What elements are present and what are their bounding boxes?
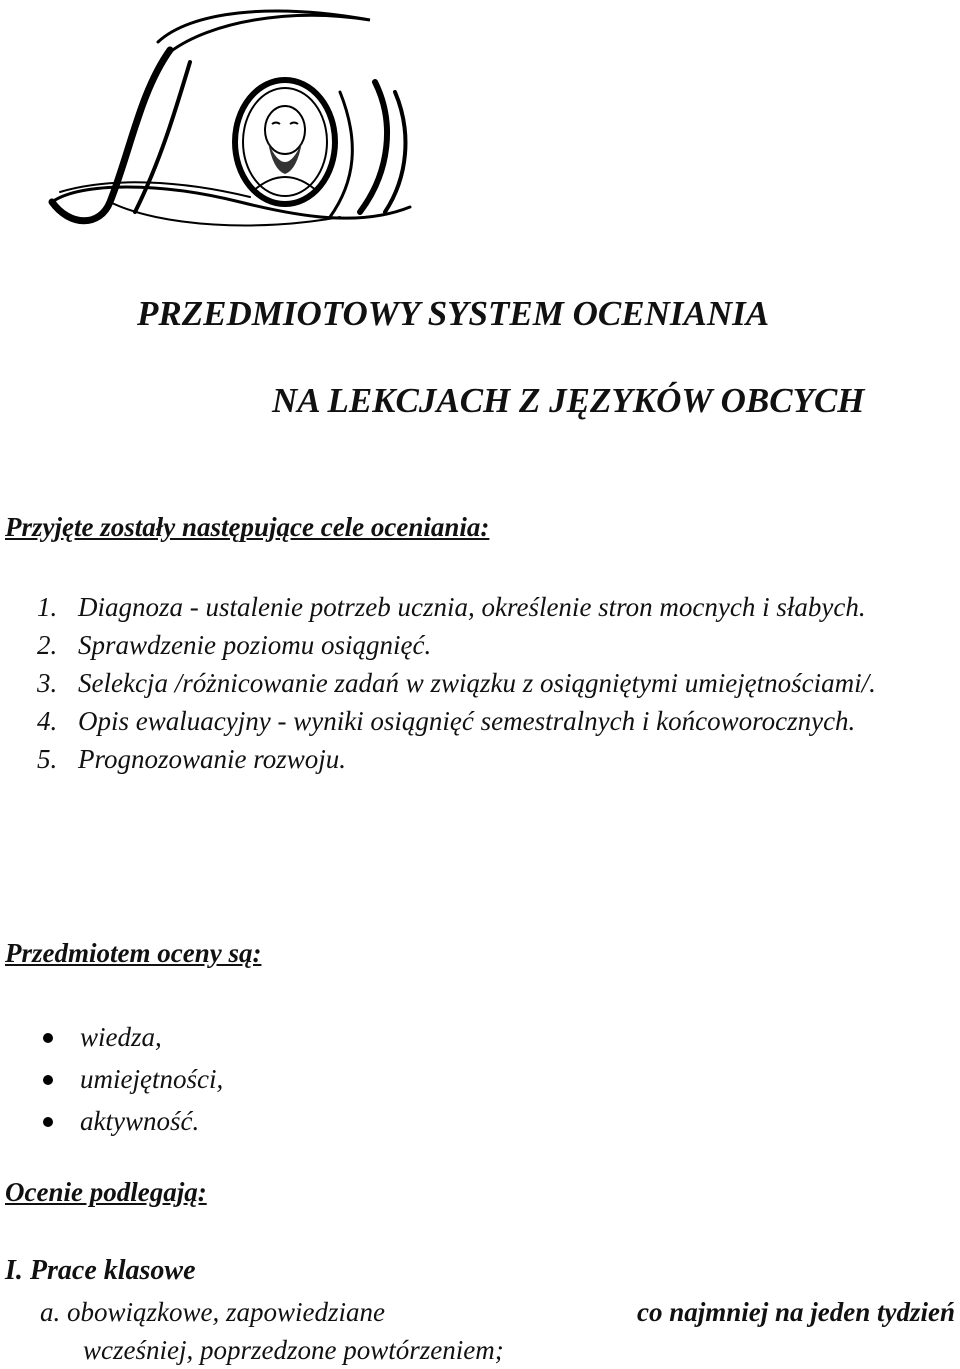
document-title-line2: NA LEKCJACH Z JĘZYKÓW OBCYCH — [272, 381, 865, 420]
list-item — [40, 1016, 223, 1058]
bullet-icon — [43, 1117, 53, 1127]
bullet-icon — [43, 1075, 53, 1085]
list-item — [40, 1058, 223, 1100]
list-item-text: Opis ewaluacyjny - wyniki osiągnięć semestralnych i końcoworocznych. — [78, 706, 856, 736]
graded-heading: Ocenie podlegają: — [5, 1177, 207, 1207]
list-item-text: Selekcja /różnicowanie zadań w związku z osiągniętymi umiejętnościami/. — [78, 668, 876, 698]
list-item-number: 3. — [37, 668, 58, 698]
school-logo — [40, 2, 420, 242]
sub-item-a — [40, 1293, 955, 1369]
sub-item-emphasis: co najmniej na jeden tydzień — [636, 1297, 955, 1327]
list-item-text: Sprawdzenie poziomu osiągnięć. — [78, 630, 432, 660]
sub-item-continuation: wcześniej, poprzedzone powtórzeniem; — [83, 1335, 504, 1365]
list-item — [37, 664, 955, 702]
list-item-text: aktywność. — [80, 1106, 200, 1136]
goals-heading: Przyjęte zostały następujące cele oceniania: — [5, 512, 490, 542]
svg-text:LO: LO — [40, 2, 42, 3]
goals-list — [37, 588, 955, 778]
list-item — [37, 702, 955, 740]
list-item-text: umiejętności, — [80, 1064, 224, 1094]
list-item-number: 5. — [37, 744, 58, 774]
list-item-number: 4. — [37, 706, 58, 736]
list-item-text: Diagnoza - ustalenie potrzeb ucznia, określenie stron mocnych i słabych. — [78, 592, 866, 622]
list-item — [37, 626, 955, 664]
list-item-text: Prognozowanie rozwoju. — [78, 744, 347, 774]
section-title: I. Prace klasowe — [5, 1255, 196, 1286]
assessment-subject-list — [40, 1016, 223, 1142]
sub-item-letter: a. — [40, 1297, 61, 1327]
list-item-text: wiedza, — [80, 1022, 162, 1052]
assessment-subject-heading: Przedmiotem oceny są: — [5, 938, 262, 968]
list-item — [37, 740, 955, 778]
bullet-icon — [43, 1033, 53, 1043]
list-item-number: 2. — [37, 630, 58, 660]
list-item-number: 1. — [37, 592, 58, 622]
sub-item-text: obowiązkowe, zapowiedziane — [67, 1297, 385, 1327]
list-item — [37, 588, 955, 626]
list-item — [40, 1100, 223, 1142]
document-title-line1: PRZEDMIOTOWY SYSTEM OCENIANIA — [137, 294, 770, 333]
